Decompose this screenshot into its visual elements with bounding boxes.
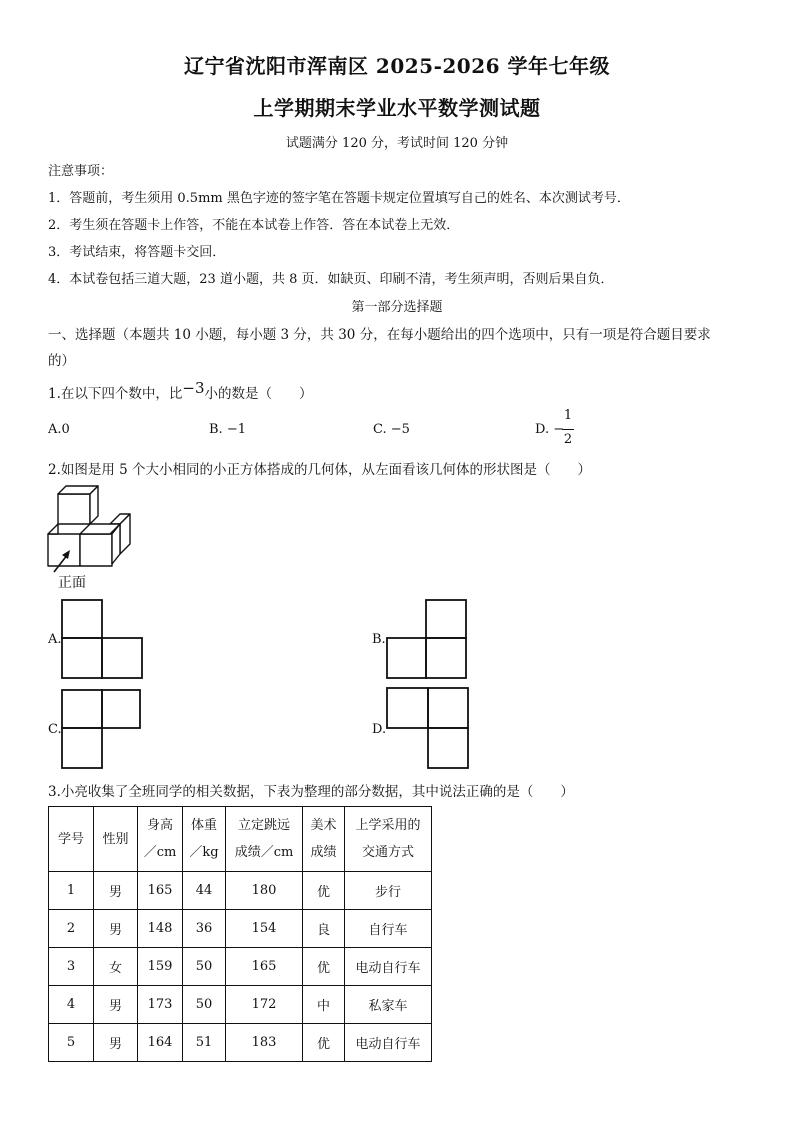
- table-header-cell: 性别: [94, 807, 138, 872]
- q2-solid-figure: [44, 480, 136, 580]
- cube-left-edge: [48, 524, 58, 534]
- q1-option-a: A.0: [48, 422, 70, 437]
- q2-option-c-figure: [60, 688, 146, 770]
- q2-option-d-label: D.: [372, 722, 387, 737]
- notes-item-2: 2．考生须在答题卡上作答，不能在本试卷上作答．答在本试卷上无效．: [48, 218, 460, 233]
- q1-option-d-denominator: 2: [563, 432, 573, 447]
- notes-item-4: 4．本试卷包括三道大题，23 道小题，共 8 页．如缺页、印刷不清，考生须声明，否则后果自负．: [48, 272, 614, 287]
- table-row: [49, 872, 432, 910]
- table-cell: 164: [138, 1024, 183, 1062]
- table-cell: 中: [303, 986, 345, 1024]
- exam-info: 试题满分 120 分，考试时间 120 分钟: [285, 136, 509, 151]
- table-cell: 优: [303, 948, 345, 986]
- cube-top: [58, 494, 90, 524]
- table-cell: 电动自行车: [345, 1024, 432, 1062]
- q1-option-c: C. −5: [373, 422, 410, 437]
- part-title: 第一部分选择题: [351, 300, 443, 315]
- table-cell: 172: [226, 986, 303, 1024]
- table-cell: 1: [49, 872, 94, 910]
- table-header-cell: 学号: [49, 807, 94, 872]
- q2-option-b-label: B.: [372, 632, 386, 647]
- table-cell: 5: [49, 1024, 94, 1062]
- q1-option-b: B. −1: [209, 422, 246, 437]
- q2-option-b-figure: [385, 598, 471, 680]
- table-cell: 步行: [345, 872, 432, 910]
- table-cell: 电动自行车: [345, 948, 432, 986]
- table-cell: 男: [94, 986, 138, 1024]
- table-cell: 180: [226, 872, 303, 910]
- q2-option-a-label: A.: [48, 632, 62, 647]
- q1-option-d-prefix: D. −: [535, 422, 565, 437]
- notes-item-3: 3．考试结束，将答题卡交回．: [48, 245, 226, 260]
- table-row: [49, 1024, 432, 1062]
- table-cell: 148: [138, 910, 183, 948]
- table-cell: 44: [183, 872, 226, 910]
- page-subtitle-title: 上学期期末学业水平数学测试题: [253, 96, 541, 120]
- table-cell: 51: [183, 1024, 226, 1062]
- table-cell: 优: [303, 872, 345, 910]
- table-cell: 女: [94, 948, 138, 986]
- notes-item-1: 1．答题前，考生须用 0.5mm 黑色字迹的签字笔在答题卡规定位置填写自己的姓名、本次测试考号．: [48, 191, 630, 206]
- table-row: [49, 986, 432, 1024]
- table-header-row: [49, 807, 432, 872]
- front-label: 正面: [58, 575, 86, 591]
- table-row: [49, 948, 432, 986]
- page-title: 辽宁省沈阳市浑南区 2025-2026 学年七年级: [183, 54, 611, 78]
- q1-stem-after: 小的数是（ ）: [204, 386, 313, 402]
- table-cell: 良: [303, 910, 345, 948]
- table-cell: 自行车: [345, 910, 432, 948]
- table-header-cell: 体重 ／kg: [183, 807, 226, 872]
- table-cell: 私家车: [345, 986, 432, 1024]
- table-cell: 50: [183, 986, 226, 1024]
- table-cell: 男: [94, 872, 138, 910]
- table-cell: 159: [138, 948, 183, 986]
- table-cell: 183: [226, 1024, 303, 1062]
- table-cell: 165: [226, 948, 303, 986]
- table-row: [49, 910, 432, 948]
- q1-option-d-numerator: 1: [563, 408, 573, 423]
- table-header-cell: 立定跳远 成绩／cm: [226, 807, 303, 872]
- table-cell: 173: [138, 986, 183, 1024]
- q1-stem-value: −3: [182, 379, 205, 397]
- cube-front-right: [80, 534, 112, 566]
- table-cell: 50: [183, 948, 226, 986]
- q2-option-a-figure: [60, 598, 146, 680]
- q2-stem: 2.如图是用 5 个大小相同的小正方体搭成的几何体，从左面看该几何体的形状图是（ ）: [48, 462, 592, 478]
- table-cell: 男: [94, 1024, 138, 1062]
- q1-stem-before: 1.在以下四个数中，比: [48, 386, 183, 402]
- q1-option-d-fraction-bar: [562, 429, 574, 430]
- notes-heading: 注意事项：: [48, 164, 114, 179]
- q1-stem: [48, 379, 313, 402]
- table-cell: 优: [303, 1024, 345, 1062]
- section-intro-line1: 一、选择题（本题共 10 小题，每小题 3 分，共 30 分，在每小题给出的四个选项中，只有一项是符合题目要求: [48, 327, 711, 343]
- table-cell: 36: [183, 910, 226, 948]
- table-cell: 2: [49, 910, 94, 948]
- section-intro-line2: 的）: [48, 353, 75, 369]
- table-cell: 154: [226, 910, 303, 948]
- q2-option-c-label: C.: [48, 722, 62, 737]
- q2-option-d-figure: [385, 686, 471, 772]
- q3-data-table: [48, 806, 432, 1062]
- table-header-cell: 美术 成绩: [303, 807, 345, 872]
- table-cell: 男: [94, 910, 138, 948]
- table-cell: 4: [49, 986, 94, 1024]
- q3-stem: 3.小亮收集了全班同学的相关数据，下表为整理的部分数据，其中说法正确的是（ ）: [48, 784, 574, 800]
- table-cell: 3: [49, 948, 94, 986]
- table-header-cell: 上学采用的 交通方式: [345, 807, 432, 872]
- table-cell: 165: [138, 872, 183, 910]
- table-header-cell: 身高 ／cm: [138, 807, 183, 872]
- cube-front-left: [48, 534, 80, 566]
